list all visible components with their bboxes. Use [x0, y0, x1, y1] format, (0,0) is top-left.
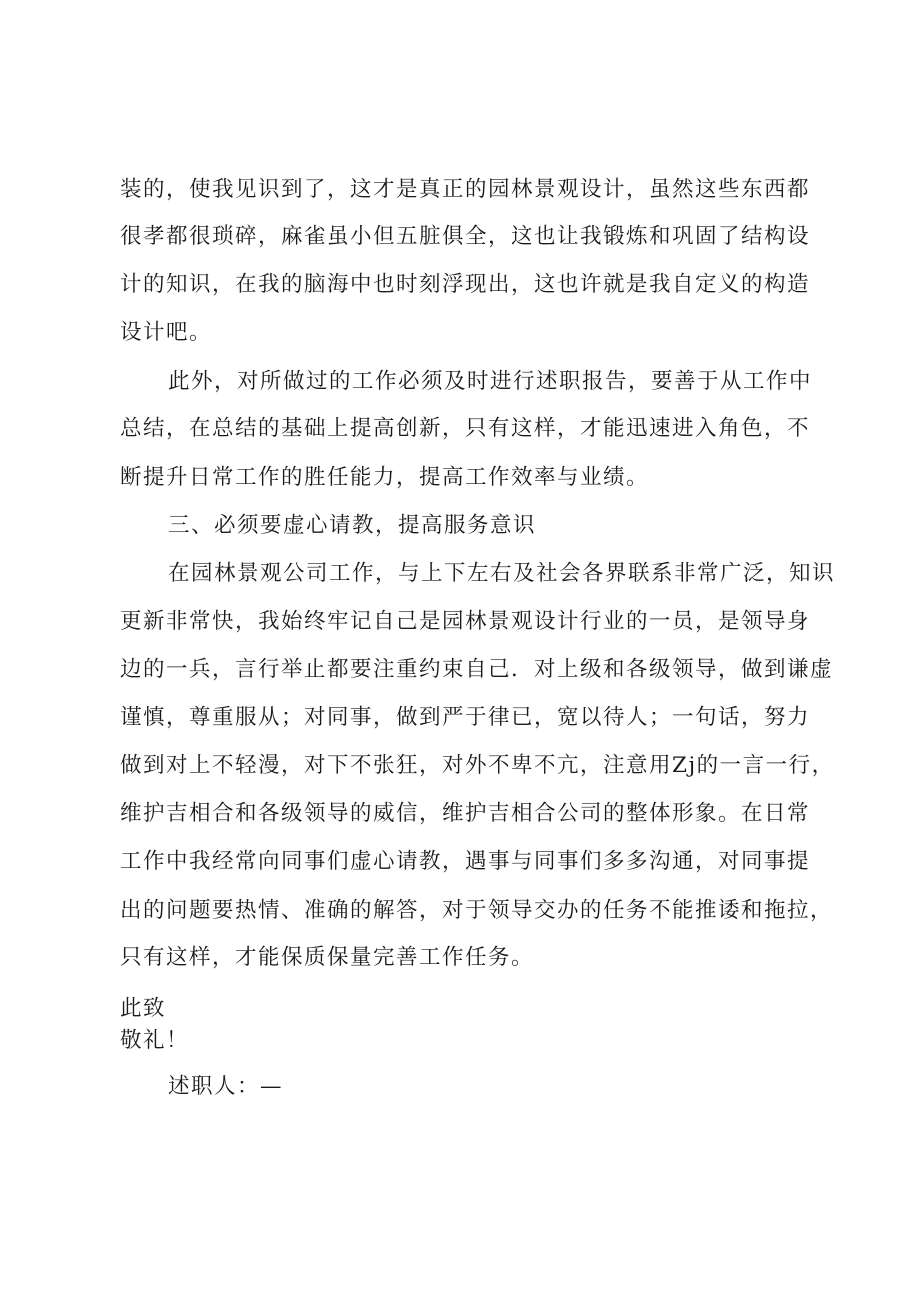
paragraph-line: 在园林景观公司工作，与上下左右及社会各界联系非常广泛，知识 — [168, 561, 836, 586]
paragraph-line: 谨慎，尊重服从；对同事，做到严于律已，宽以待人；一句话，努力 — [120, 705, 811, 730]
paragraph-line: 断提升日常工作的胜任能力，提高工作效率与业绩。 — [120, 465, 650, 490]
closing-salutation: 此致 — [120, 996, 167, 1021]
paragraph-line: 设计吧。 — [120, 320, 213, 345]
paragraph-line: 维护吉相合和各级领导的威信，维护吉相合公司的整体形象。在日常 — [120, 801, 811, 826]
signature-line: 述职人：— — [168, 1074, 284, 1099]
paragraph-line: 装的，使我见识到了，这才是真正的园林景观设计，虽然这些东西都 — [120, 177, 811, 202]
paragraph-line: 总结，在总结的基础上提高创新，只有这样，才能迅速进入角色，不 — [120, 416, 811, 441]
paragraph-line: 做到对上不轻漫，对下不张狂，对外不卑不亢，注意用Zj的一言一行， — [120, 753, 835, 778]
paragraph-line: 计的知识，在我的脑海中也时刻浮现出，这也许就是我自定义的构造 — [120, 272, 811, 297]
paragraph-line: 工作中我经常向同事们虚心请教，遇事与同事们多多沟通，对同事提 — [120, 849, 811, 874]
paragraph-line: 此外，对所做过的工作必须及时进行述职报告，要善于从工作中 — [168, 369, 813, 394]
section-heading: 三、必须要虚心请教，提高服务意识 — [168, 513, 537, 538]
paragraph-line: 边的一兵，言行举止都要注重约束自己．对上级和各级领导，做到谦虚 — [120, 657, 834, 682]
paragraph-line: 更新非常快，我始终牢记自己是园林景观设计行业的一员，是领导身 — [120, 609, 811, 634]
paragraph-line: 很孝都很琐碎，麻雀虽小但五脏俱全，这也让我锻炼和巩固了结构设 — [120, 224, 811, 249]
paragraph-line: 出的问题要热情、准确的解答，对于领导交办的任务不能推诿和拖拉， — [120, 898, 834, 923]
paragraph-line: 只有这样，才能保质保量完善工作任务。 — [120, 945, 535, 970]
closing-regards: 敬礼！ — [120, 1028, 190, 1053]
